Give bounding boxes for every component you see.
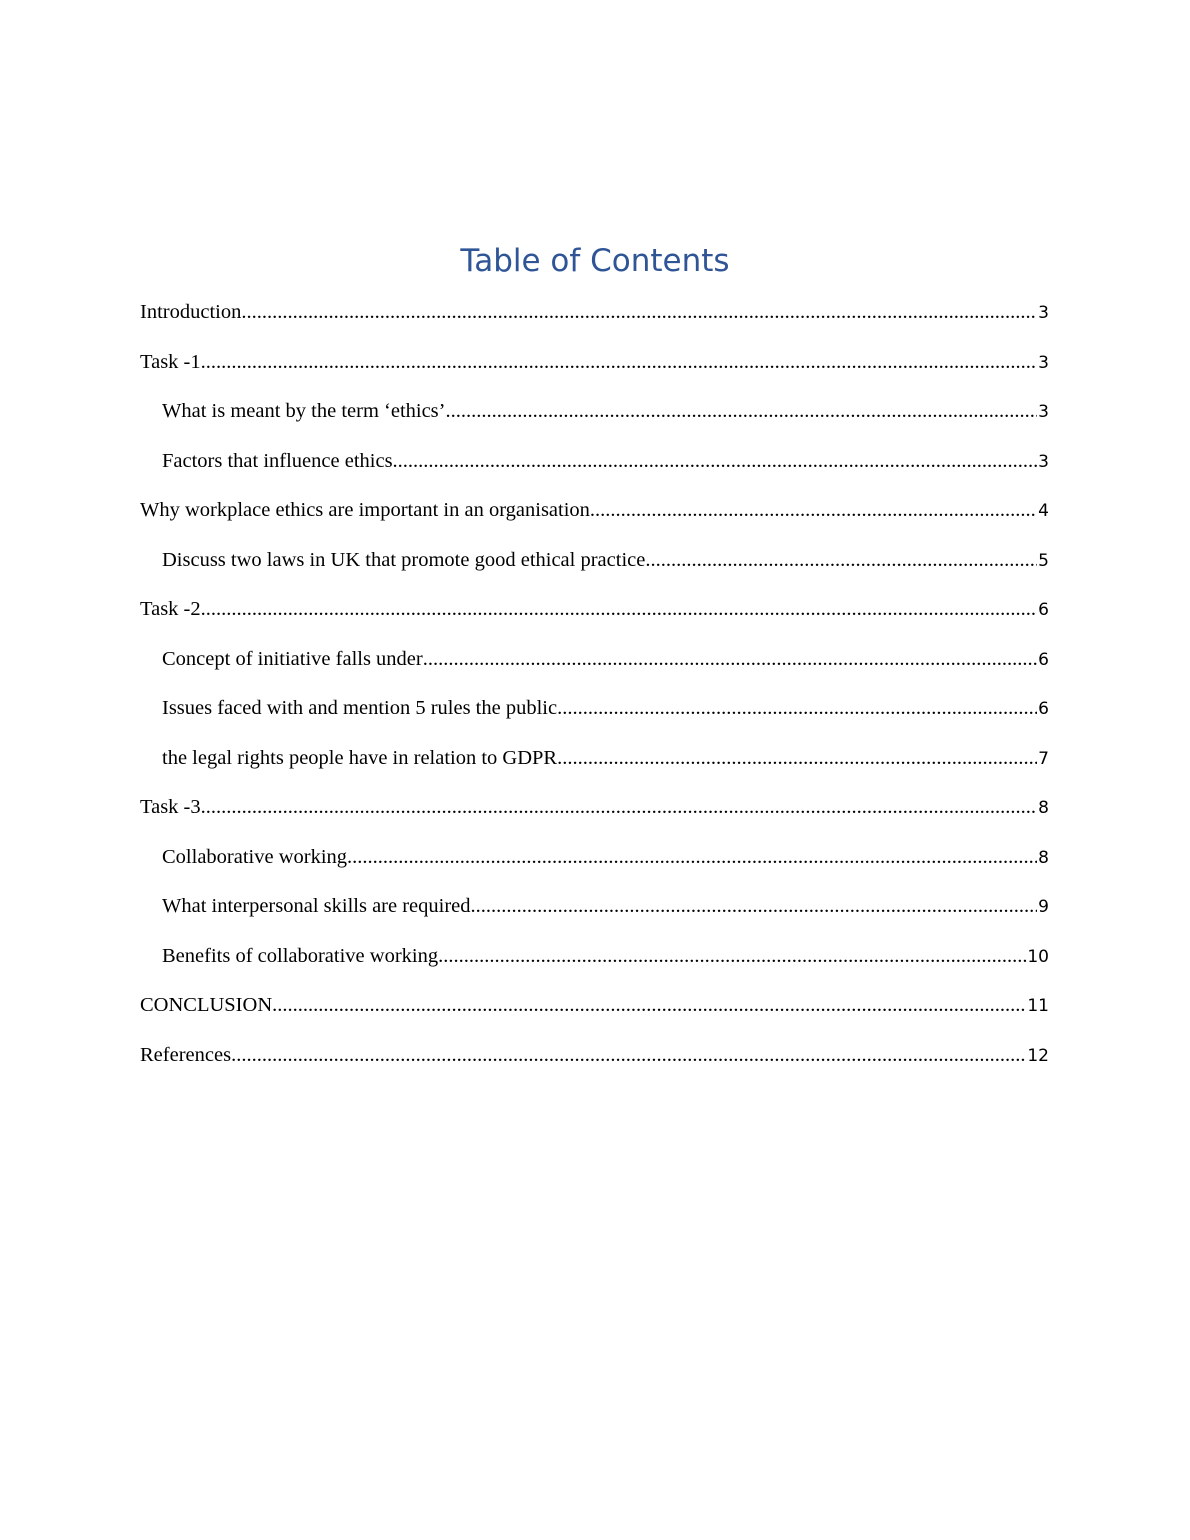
toc-page-number: 6 <box>1038 649 1049 670</box>
toc-page-number: 3 <box>1038 352 1049 373</box>
toc-entry-text: Discuss two laws in UK that promote good ethical practice <box>162 548 646 571</box>
toc-dot-leader <box>201 589 1038 629</box>
toc-entry-text: What is meant by the term ‘ethics’ <box>162 400 446 422</box>
toc-entry-text: Why workplace ethics are important in an organisation <box>140 499 590 521</box>
toc-entry-uk-laws[interactable] <box>140 540 1049 590</box>
toc-entry-benefits-collaborative[interactable] <box>140 936 1049 986</box>
toc-page-number: 9 <box>1038 897 1049 917</box>
toc-dot-leader <box>471 886 1038 926</box>
toc-dot-leader <box>241 292 1037 332</box>
toc-entry-factors-ethics[interactable] <box>140 441 1049 491</box>
toc-page-number: 3 <box>1038 402 1049 422</box>
toc-entry-text: Task -3 <box>140 796 201 818</box>
toc-dot-leader <box>201 787 1038 827</box>
toc-entry-task-3[interactable] <box>140 787 1049 837</box>
toc-entry-task-2[interactable] <box>140 589 1049 639</box>
toc-entry-conclusion[interactable] <box>140 985 1049 1035</box>
toc-entry-text: Concept of initiative falls under <box>162 647 423 670</box>
toc-page-number: 6 <box>1038 600 1049 620</box>
toc-dot-leader <box>562 738 1037 778</box>
toc-title: Table of Contents <box>460 243 730 279</box>
toc-page-number: 3 <box>1038 303 1049 323</box>
toc-dot-leader <box>347 837 1037 877</box>
toc-entry-text: References <box>140 1043 232 1066</box>
toc-entry-text: What interpersonal skills are required <box>162 895 471 917</box>
toc-list <box>140 292 1049 1084</box>
toc-entry-interpersonal-skills[interactable] <box>140 886 1049 936</box>
toc-dot-leader <box>557 688 1037 728</box>
toc-dot-leader <box>201 342 1038 382</box>
toc-entry-references[interactable] <box>140 1035 1049 1085</box>
toc-entry-task-1[interactable] <box>140 342 1049 392</box>
toc-dot-leader <box>446 391 1038 431</box>
toc-dot-leader <box>272 985 1026 1025</box>
toc-dot-leader <box>438 936 1026 976</box>
toc-entry-text: Task -2 <box>140 598 201 620</box>
toc-entry-text: Benefits of collaborative working <box>162 944 439 967</box>
toc-dot-leader <box>590 490 1037 530</box>
toc-page-number: 3 <box>1038 451 1049 472</box>
toc-entry-collaborative-working[interactable] <box>140 837 1049 887</box>
toc-page-number: 4 <box>1038 501 1049 521</box>
toc-entry-concept-initiative[interactable] <box>140 639 1049 689</box>
toc-dot-leader <box>423 639 1037 679</box>
toc-page-number: 8 <box>1038 847 1049 868</box>
toc-page-number: 12 <box>1027 1045 1049 1066</box>
toc-entry-text: the legal rights people have in relation to GDPR. <box>162 746 563 769</box>
toc-dot-leader <box>645 540 1037 580</box>
toc-page-number: 6 <box>1038 699 1049 719</box>
toc-entry-workplace-ethics[interactable] <box>140 490 1049 540</box>
toc-entry-text: Introduction <box>140 301 242 323</box>
toc-page-number: 5 <box>1038 550 1049 571</box>
toc-entry-text: Collaborative working <box>162 845 348 868</box>
toc-entry-issues-rules[interactable] <box>140 688 1049 738</box>
toc-page-number: 11 <box>1027 996 1049 1016</box>
toc-entry-text: Issues faced with and mention 5 rules the public <box>162 697 558 719</box>
toc-entry-text: CONCLUSION <box>140 994 273 1016</box>
toc-page-number: 8 <box>1038 798 1049 818</box>
toc-dot-leader <box>231 1035 1026 1075</box>
toc-page-number: 7 <box>1038 748 1049 769</box>
toc-page-number: 10 <box>1027 946 1049 967</box>
toc-entry-ethics-meaning[interactable] <box>140 391 1049 441</box>
toc-entry-introduction[interactable] <box>140 292 1049 342</box>
toc-entry-gdpr-rights[interactable] <box>140 738 1049 788</box>
toc-entry-text: Factors that influence ethics <box>162 449 393 472</box>
toc-dot-leader <box>393 441 1038 481</box>
toc-entry-text: Task -1 <box>140 350 201 373</box>
